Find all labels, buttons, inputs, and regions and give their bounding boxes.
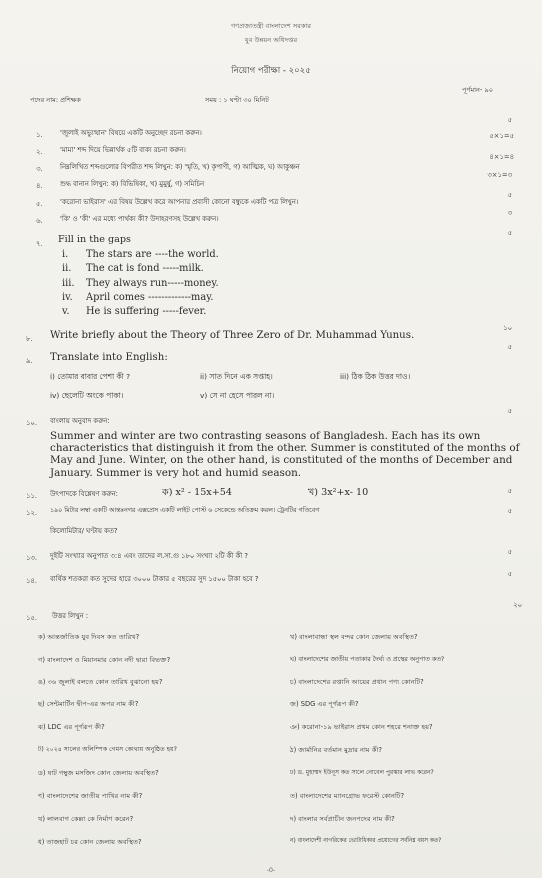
gap-item: They always run-----money. bbox=[86, 278, 219, 289]
question-marks: ২০ bbox=[513, 601, 522, 609]
post-name: পদের নাম: প্রশিক্ষক bbox=[30, 96, 81, 104]
exam-time: সময় : ১ ঘণ্টা ৩০ মিনিট bbox=[205, 96, 269, 104]
question-marks: ৪×১=৪ bbox=[489, 153, 514, 161]
translate-item: iii) ঠিক ঠিক উত্তর দাও। bbox=[340, 372, 411, 381]
gap-item-roman: iv. bbox=[62, 292, 73, 303]
short-question: দ) বাংলার সর্বপ্রাচীন জনপদের নাম কী? bbox=[290, 815, 395, 823]
short-question: ঘ) বাংলাদেশের জাতীয় পতাকার দৈর্ঘ্য ও প্রস্থের অনুপাত কত? bbox=[290, 656, 445, 663]
question-number: ৭. bbox=[36, 240, 43, 248]
question-marks: ৫ bbox=[507, 407, 512, 415]
question-number: ১০. bbox=[26, 419, 37, 427]
question-text: 'করোনা ভাইরাস' এর বিষয় উল্লেখ করে আপনার প্রবাসী কোনো বন্ধুকে একটি পত্র লিখুন। bbox=[60, 198, 299, 206]
government-name: গণপ্রজাতন্ত্রী বাংলাদেশ সরকার bbox=[230, 22, 312, 30]
question-text: Fill in the gaps bbox=[58, 234, 131, 245]
short-question: ঢ) ড. মুহাম্মদ ইউনূস কত সালে নোবেল পুরস্কার লাভ করেন? bbox=[290, 769, 434, 776]
question-text: Translate into English: bbox=[50, 352, 168, 363]
question-number: ৪. bbox=[36, 182, 43, 190]
full-marks: পূর্ণমান- ৯০ bbox=[462, 86, 494, 94]
question-text: শুদ্ধ বানান লিখুন: ক) বিভিষিকা, খ) মুমুর্ষু, গ) সমিচিন bbox=[60, 180, 205, 188]
question-marks: ৩×১=৩ bbox=[487, 171, 512, 179]
question-text: নিম্নলিখিত শব্দগুলোর বিপরীত শব্দ লিখুন: ক) স্মৃতি, খ) কৃপাণী, গ) আত্মিক, ঘ) আকুঞ্চন bbox=[60, 163, 300, 171]
question-text: 'জুলাই অভ্যুত্থান' বিষয়ে একটি অনুচ্ছেদ রচনা করুন। bbox=[60, 129, 202, 137]
question-text: Write briefly about the Theory of Three Zero of Dr. Muhammad Yunus. bbox=[50, 330, 415, 341]
short-question: খ) বাংলাবান্ধা স্থল বন্দর কোন জেলায় অবস্থিত? bbox=[290, 633, 418, 641]
question-marks: ৫×১=৫ bbox=[489, 132, 514, 140]
short-question: ধ) তাজহাট চর কোন জেলায় অবস্থিত? bbox=[38, 838, 142, 846]
short-question: ট) ২০২৪ সালের অলিম্পিক গেমস কোথায় অনুষ্ঠিত হয়? bbox=[38, 746, 177, 753]
department-name: যুব উন্নয়ন অধিদপ্তর bbox=[244, 36, 298, 44]
question-marks: ৫ bbox=[507, 116, 512, 124]
question-number: ৫. bbox=[36, 200, 43, 208]
gap-item: April comes -------------may. bbox=[86, 292, 214, 303]
question-marks: ৫ bbox=[507, 570, 512, 578]
short-question: ড) ষাট গম্বুজ মসজিদ কোন জেলায় অবস্থিত? bbox=[38, 769, 159, 777]
gap-item: The stars are ----the world. bbox=[86, 249, 219, 260]
short-question: জ) SDG এর পূর্ণরূপ কী? bbox=[290, 700, 359, 708]
question-number: ১১. bbox=[26, 492, 37, 500]
gap-item: The cat is fond -----milk. bbox=[86, 263, 204, 274]
factor-expression-a: ক) x² - 15x+54 bbox=[162, 487, 232, 498]
question-marks: ৫ bbox=[507, 343, 512, 351]
question-number: ২. bbox=[36, 148, 43, 156]
question-marks: ৩ bbox=[507, 209, 512, 217]
short-question: ঠ) জার্মানির বর্তমান মুদ্রার নাম কী? bbox=[290, 746, 382, 754]
question-number: ১২. bbox=[26, 509, 37, 517]
gap-item-roman: i. bbox=[62, 249, 69, 260]
short-question: ঞ) করোনা-১৯ ভাইরাস প্রথম কোন শহরে শনাক্ত হয়? bbox=[290, 723, 433, 731]
question-text: 'মামা' শব্দ দিয়ে ভিন্নার্থক ৫টি বাক্য রচনা করুন। bbox=[60, 146, 186, 154]
translation-paragraph: Summer and winter are two contrasting seasons of Bangladesh. Each has its own characteristics that distinguish it from the other. Summer is constituted of the months of May and June. Winter, on the other hand, is constituted of the months of December and January. Summer is very hot and humid season. bbox=[50, 430, 520, 479]
translate-item: ii) সাত দিনে এক সপ্তাহ। bbox=[200, 372, 273, 381]
question-marks: ১০ bbox=[503, 324, 512, 332]
question-number: ১৫. bbox=[26, 614, 37, 622]
short-question: ছ) সেন্টমার্টিন দ্বীপ-এর অপর নাম কী? bbox=[38, 700, 139, 708]
gap-item-roman: ii. bbox=[62, 263, 72, 274]
question-marks: ৫ bbox=[507, 548, 512, 556]
factor-expression-b: খ) 3x²+x- 10 bbox=[308, 487, 369, 498]
gap-item-roman: iii. bbox=[62, 278, 75, 289]
short-question: গ) বাংলাদেশ ও মিয়ানমার কোন নদী দ্বারা বিভক্ত? bbox=[38, 656, 171, 664]
question-marks: ৫ bbox=[507, 487, 512, 495]
question-text: 'কি' ও 'কী' এর মধ্যে পার্থক্য কী? উদাহরণসহ উল্লেখ করুন। bbox=[60, 215, 219, 223]
gap-item: He is suffering -----fever. bbox=[86, 306, 207, 317]
translate-item: i) তোমার বাবার পেশা কী ? bbox=[50, 372, 130, 381]
gap-item-roman: v. bbox=[62, 306, 70, 317]
exam-title: নিয়োগ পরীক্ষা - ২০২৫ bbox=[231, 66, 311, 76]
question-text: ১৯০ মিটার লম্বা একটি আন্তঃনগর এক্সপ্রেস একটি লাইট পোস্ট ৬ সেকেন্ডে অতিক্রম করল। ট্রেনটির গতিবেগ bbox=[50, 507, 320, 514]
question-number: ১৩. bbox=[26, 554, 37, 562]
question-number: ৩. bbox=[36, 165, 43, 173]
short-question: ন) বাংলাদেশী নাগরিকের ভোটাধিকার প্রয়োগের সর্বনিম্ন বয়স কত? bbox=[290, 838, 442, 844]
question-text: উৎপাদকে বিশ্লেষণ করুন: bbox=[50, 490, 118, 498]
question-text: বার্ষিক শতকরা কত সুদের হারে ৩০০০ টাকার ৫ বছরের সুদ ১৫০০ টাকা হবে ? bbox=[50, 575, 259, 583]
question-number: ১. bbox=[36, 131, 43, 139]
short-question: ঙ) ৩৬ জুলাই বলতে কোন তারিখ বুঝানো হয়? bbox=[38, 678, 163, 686]
question-text-continued: কিলোমিটার/ ঘণ্টায় কত? bbox=[50, 527, 118, 535]
question-number: ৯. bbox=[26, 357, 33, 365]
question-marks: ৫ bbox=[507, 507, 512, 515]
question-number: ৬. bbox=[36, 217, 43, 225]
page-number: -0- bbox=[266, 866, 276, 874]
short-question: ত) বাংলাদেশের ম্যানগ্রোভ ফরেস্ট কোনটি? bbox=[290, 792, 405, 800]
question-marks: ৫ bbox=[507, 191, 512, 199]
translate-item: iv) ছেলেটি অংকে পাকা। bbox=[50, 391, 124, 400]
short-question: চ) বাংলাদেশের রপ্তানি আয়ের প্রধান পণ্য কোনটি? bbox=[290, 678, 424, 686]
question-text: বাংলায় অনুবাদ করুন: bbox=[50, 417, 110, 425]
translate-item: v) সে না হেসে পারল না। bbox=[200, 391, 275, 400]
question-number: ১৪. bbox=[26, 577, 37, 585]
short-question: থ) লালবাগ কেল্লা কে নির্মাণ করেন? bbox=[38, 815, 134, 823]
question-number: ৮. bbox=[26, 335, 33, 343]
question-text: উত্তর লিখুন : bbox=[52, 612, 89, 620]
short-question: ণ) বাংলাদেশের জাতীয় পাখির নাম কী? bbox=[38, 792, 143, 800]
question-text: দুইটি সংখ্যার অনুপাত ৩:৪ এবং তাদের ল.সা.গু ১৮০ সংখ্যা ২টি কী কী ? bbox=[50, 552, 248, 560]
short-question: ঝ) LDC এর পূর্ণরূপ কী? bbox=[38, 723, 105, 731]
question-marks: ৫ bbox=[507, 229, 512, 237]
short-question: ক) আন্তর্জাতিক যুব দিবস কত তারিখ? bbox=[38, 633, 140, 641]
